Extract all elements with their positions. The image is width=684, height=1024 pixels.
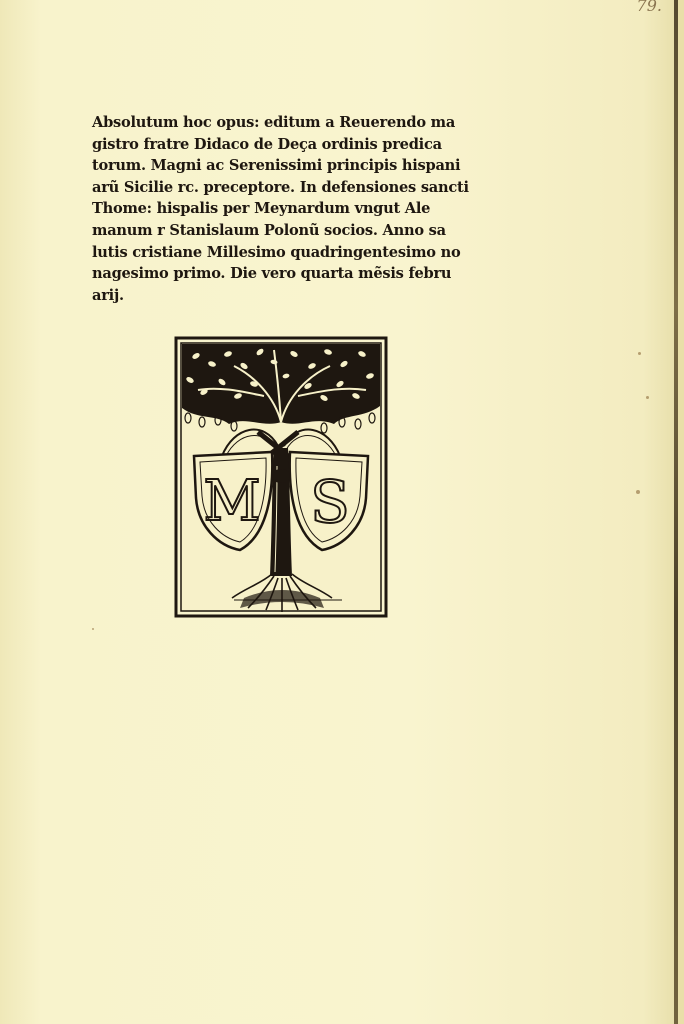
colophon-line: gistro fratre Didaco de Deça ordinis predica bbox=[92, 135, 442, 153]
colophon-line: manum r Stanislaum Polonũ socios. Anno sa bbox=[92, 221, 446, 239]
right-shield-letter: S bbox=[310, 468, 350, 536]
paper-speck bbox=[638, 352, 641, 355]
colophon-line: Thome: hispalis per Meynardum vngut Ale bbox=[92, 200, 431, 218]
colophon-line: torum. Magni ac Serenissimi principis hispani bbox=[92, 157, 461, 175]
folio-number: 79. bbox=[636, 0, 662, 15]
colophon-line: arũ Sicilie rc. preceptore. In defensiones sancti bbox=[92, 178, 469, 196]
left-shield-letter: M bbox=[203, 469, 261, 534]
paper-speck bbox=[646, 396, 649, 399]
colophon-line: nagesimo primo. Die vero quarta mẽsis febru bbox=[92, 265, 452, 283]
colophon-line: Absolutum hoc opus: editum a Reuerendo ma bbox=[92, 114, 456, 131]
colophon-text bbox=[92, 112, 472, 306]
colophon-line: arij. bbox=[92, 286, 124, 304]
knot bbox=[272, 469, 290, 483]
printers-mark-woodcut bbox=[174, 336, 388, 618]
paper-speck bbox=[92, 628, 94, 630]
page-edge bbox=[678, 0, 684, 1024]
paper-speck bbox=[636, 490, 640, 494]
binding-edge bbox=[674, 0, 678, 1024]
colophon-line: lutis cristiane Millesimo quadringentesimo no bbox=[92, 243, 461, 261]
